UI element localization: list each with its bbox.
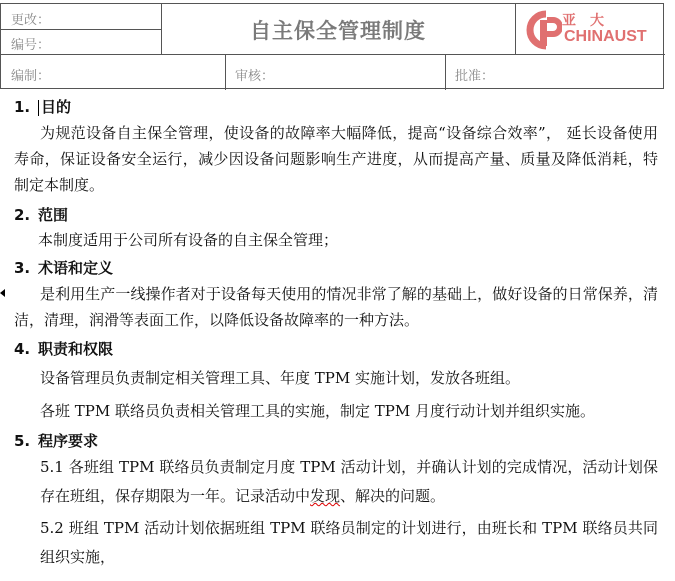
- section-1-heading: 1. 目的: [14, 98, 72, 116]
- company-logo: [518, 6, 664, 54]
- section-5-item-1-text: 5.1 各班组 TPM 联络员负责制定月度 TPM 活动计划，并确认计划的完成情况，活动计划保存在班组，保存期限为一年。记录活动中: [40, 458, 658, 505]
- section-3-heading: 3. 术语和定义: [14, 259, 114, 277]
- compile-label: 编制：: [11, 69, 51, 84]
- document-header: [0, 3, 664, 89]
- spellcheck-underline: 发现: [310, 487, 341, 505]
- chinaust-logo-icon: [518, 8, 562, 52]
- section-2-heading: 2. 范围: [14, 206, 69, 224]
- logo-english-text: CHINAUST: [564, 28, 647, 45]
- section-4-para-1: 设备管理员负责制定相关管理工具、年度 TPM 实施计划，发放各班组。: [40, 369, 520, 387]
- section-5-item-1: 5.1 各班组 TPM 联络员负责制定月度 TPM 活动计划，并确认计划的完成情况，活动计划保存在班组，保存期限为一年。记录活动中发现、解决的问题。: [40, 458, 658, 505]
- logo-chinese-text: 亚大: [562, 13, 618, 29]
- section-2-text: 本制度适用于公司所有设备的自主保全管理；: [38, 231, 339, 249]
- section-3-text: 是利用生产一线操作者对于设备每天使用的情况非常了解的基础上，做好设备的日常保养，清洁，清理，润滑等表面工作，以降低设备故障率的一种方法。: [14, 285, 658, 329]
- section-5-heading: 5. 程序要求: [14, 432, 99, 450]
- document-title: 自主保全管理制度: [250, 18, 426, 43]
- review-label: 审核：: [235, 69, 275, 84]
- section-4-heading: 4. 职责和权限: [14, 340, 114, 358]
- section-1-text: 为规范设备自主保全管理，使设备的故障率大幅降低，提高“设备综合效率”， 延长设备使用寿命，保证设备安全运行，减少因设备问题影响生产进度，从而提高产量、质量及降低消耗，特制定本制度。: [14, 124, 658, 194]
- number-label: 编号：: [11, 38, 51, 53]
- text-cursor: [38, 100, 39, 116]
- approve-label: 批准：: [455, 69, 495, 84]
- section-4-para-2: 各班 TPM 联络员负责相关管理工具的实施，制定 TPM 月度行动计划并组织实施。: [40, 402, 595, 420]
- margin-marker-icon: [0, 289, 5, 297]
- section-5-item-2: 5.2 班组 TPM 活动计划依据班组 TPM 联络员制定的计划进行，由班长和 TPM 联络员共同组织实施，: [40, 519, 658, 566]
- change-label: 更改：: [11, 13, 51, 28]
